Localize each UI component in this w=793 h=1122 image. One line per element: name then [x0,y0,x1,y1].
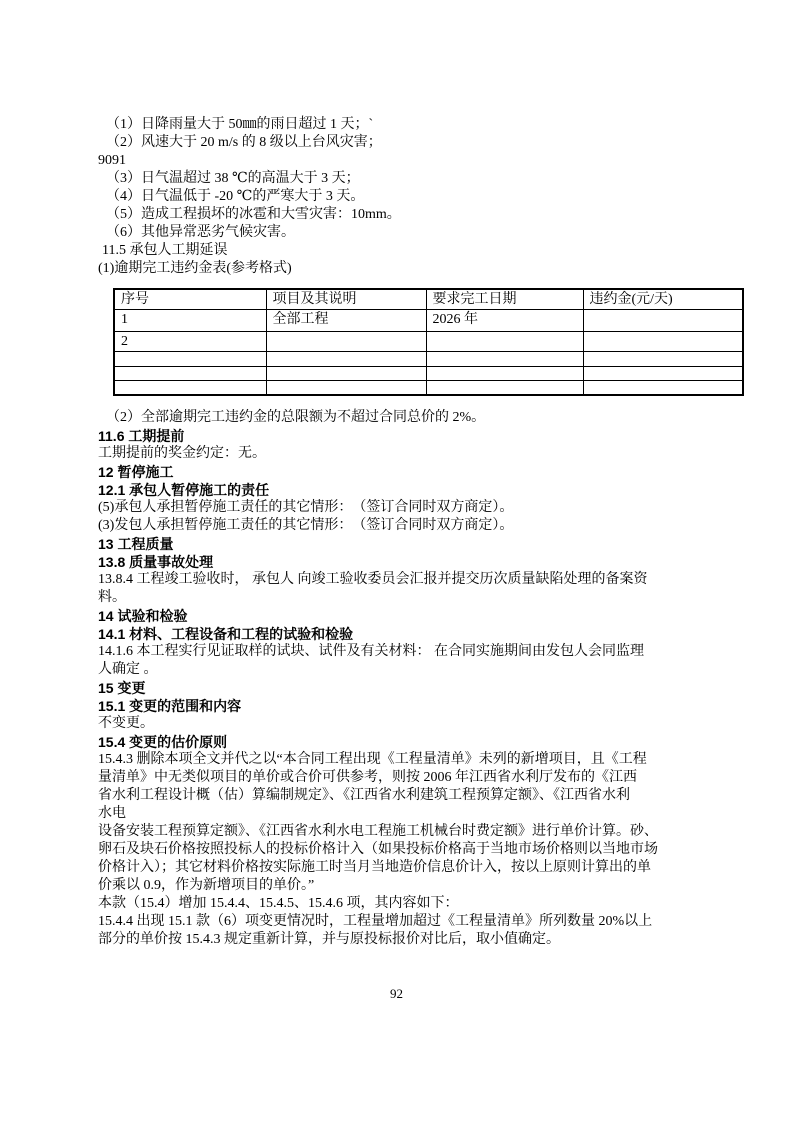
doc-line: 13.8.4 工程竣工验收时， 承包人 向竣工验收委员会汇报并提交历次质量缺陷处理的备案资 [98,572,648,587]
table-cell: 1 [114,309,266,331]
table-row [114,366,743,380]
doc-heading: 12 暂停施工 [98,464,174,480]
doc-line: 14.1.6 本工程实行见证取样的试块、试件及有关材料： 在合同实施期间由发包人会同监理 [98,644,644,659]
doc-line: 部分的单价按 15.4.3 规定重新计算，并与原投标报价对比后，取小值确定。 [98,932,560,947]
doc-heading: 11.6 工期提前 [98,428,185,444]
doc-line: （4）日气温低于 -20 ℃的严寒大于 3 天。 [106,189,365,204]
doc-line: 设备安装工程预算定额》、《江西省水利水电工程施工机械台时费定额》进行单价计算。砂、 [98,824,658,839]
doc-line: （3）日气温超过 38 ℃的高温大于 3 天； [106,171,360,186]
table-row [114,309,743,331]
table-row [114,380,743,395]
table-cell [426,380,583,395]
doc-line: （5）造成工程损坏的冰雹和大雪灾害：10mm。 [106,207,401,222]
doc-heading: 15 变更 [98,680,146,696]
doc-line: 卵石及块石价格按照投标人的投标价格计入（如果投标价格高于当地市场价格则以当地市场 [98,842,658,857]
doc-line: （1）日降雨量大于 50㎜的雨日超过 1 天；` [106,117,374,132]
table-cell [583,331,743,351]
table-header-cell: 违约金(元/天) [583,289,743,309]
table-cell [583,309,743,331]
doc-line: 15.4.3 删除本项全文并代之以“本合同工程出现《工程量清单》未列的新增项目，且《工程 [98,752,647,767]
table-cell: 2026 年 [426,309,583,331]
doc-line: 9091 [98,153,126,168]
doc-line: 15.4.4 出现 15.1 款（6）项变更情况时，工程量增加超过《工程量清单》所列数量 20%以上 [98,914,653,929]
doc-line: 价乘以 0.9，作为新增项目的单价。” [98,878,315,893]
table-cell [426,351,583,366]
doc-heading: 13 工程质量 [98,536,174,552]
doc-line: 工期提前的奖金约定：无。 [98,446,266,461]
table-cell [114,351,266,366]
doc-heading: 13.8 质量事故处理 [98,554,214,570]
table-cell [426,331,583,351]
page-number: 92 [390,986,403,1001]
table-header-cell: 项目及其说明 [266,289,426,309]
doc-line: 本款（15.4）增加 15.4.4、15.4.5、15.4.6 项，其内容如下： [98,896,459,911]
doc-heading: 14.1 材料、工程设备和工程的试验和检验 [98,626,354,642]
penalty-table [113,288,744,396]
doc-line: （2）风速大于 20 m/s 的 8 级以上台风灾害； [106,135,382,150]
doc-line: （2）全部逾期完工违约金的总限额为不超过合同总价的 2%。 [106,410,486,425]
doc-line: 人确定 。 [98,662,158,677]
table-cell [426,366,583,380]
doc-heading: 12.1 承包人暂停施工的责任 [98,482,270,498]
table-header-cell: 要求完工日期 [426,289,583,309]
table-row [114,331,743,351]
table-cell: 2 [114,331,266,351]
table-cell [266,331,426,351]
table-cell [114,366,266,380]
doc-line: 量清单》中无类似项目的单价或合价可供参考，则按 2006 年江西省水利厅发布的《江西 [98,770,637,785]
doc-line: （6）其他异常恶劣气候灾害。 [106,225,295,240]
doc-line: 料。 [98,590,126,605]
doc-line: 11.5 承包人工期延误 [102,243,228,258]
doc-line: 水电 [98,806,126,821]
table-row [114,351,743,366]
doc-heading: 15.1 变更的范围和内容 [98,698,242,714]
table-cell [266,380,426,395]
table-cell: 全部工程 [266,309,426,331]
table-cell [583,380,743,395]
table-header-cell: 序号 [114,289,266,309]
doc-line: 省水利工程设计概（估）算编制规定》、《江西省水利建筑工程预算定额》、《江西省水利 [98,788,630,803]
doc-line: (1)逾期完工违约金表(参考格式) [98,261,292,276]
table-cell [114,380,266,395]
doc-line: (5)承包人承担暂停施工责任的其它情形： （签订合同时双方商定）。 [98,500,514,515]
table-cell [583,366,743,380]
document-body [98,116,738,949]
table-cell [266,366,426,380]
doc-heading: 14 试验和检验 [98,608,188,624]
doc-line: 不变更。 [98,716,154,731]
doc-heading: 15.4 变更的估价原则 [98,734,228,750]
doc-line: 价格计入）；其它材料价格按实际施工时当月当地造价信息价计入，按以上原则计算出的单 [98,860,651,875]
doc-line: (3)发包人承担暂停施工责任的其它情形： （签订合同时双方商定）。 [98,518,514,533]
table-cell [266,351,426,366]
table-cell [583,351,743,366]
table-header-row [114,289,743,309]
